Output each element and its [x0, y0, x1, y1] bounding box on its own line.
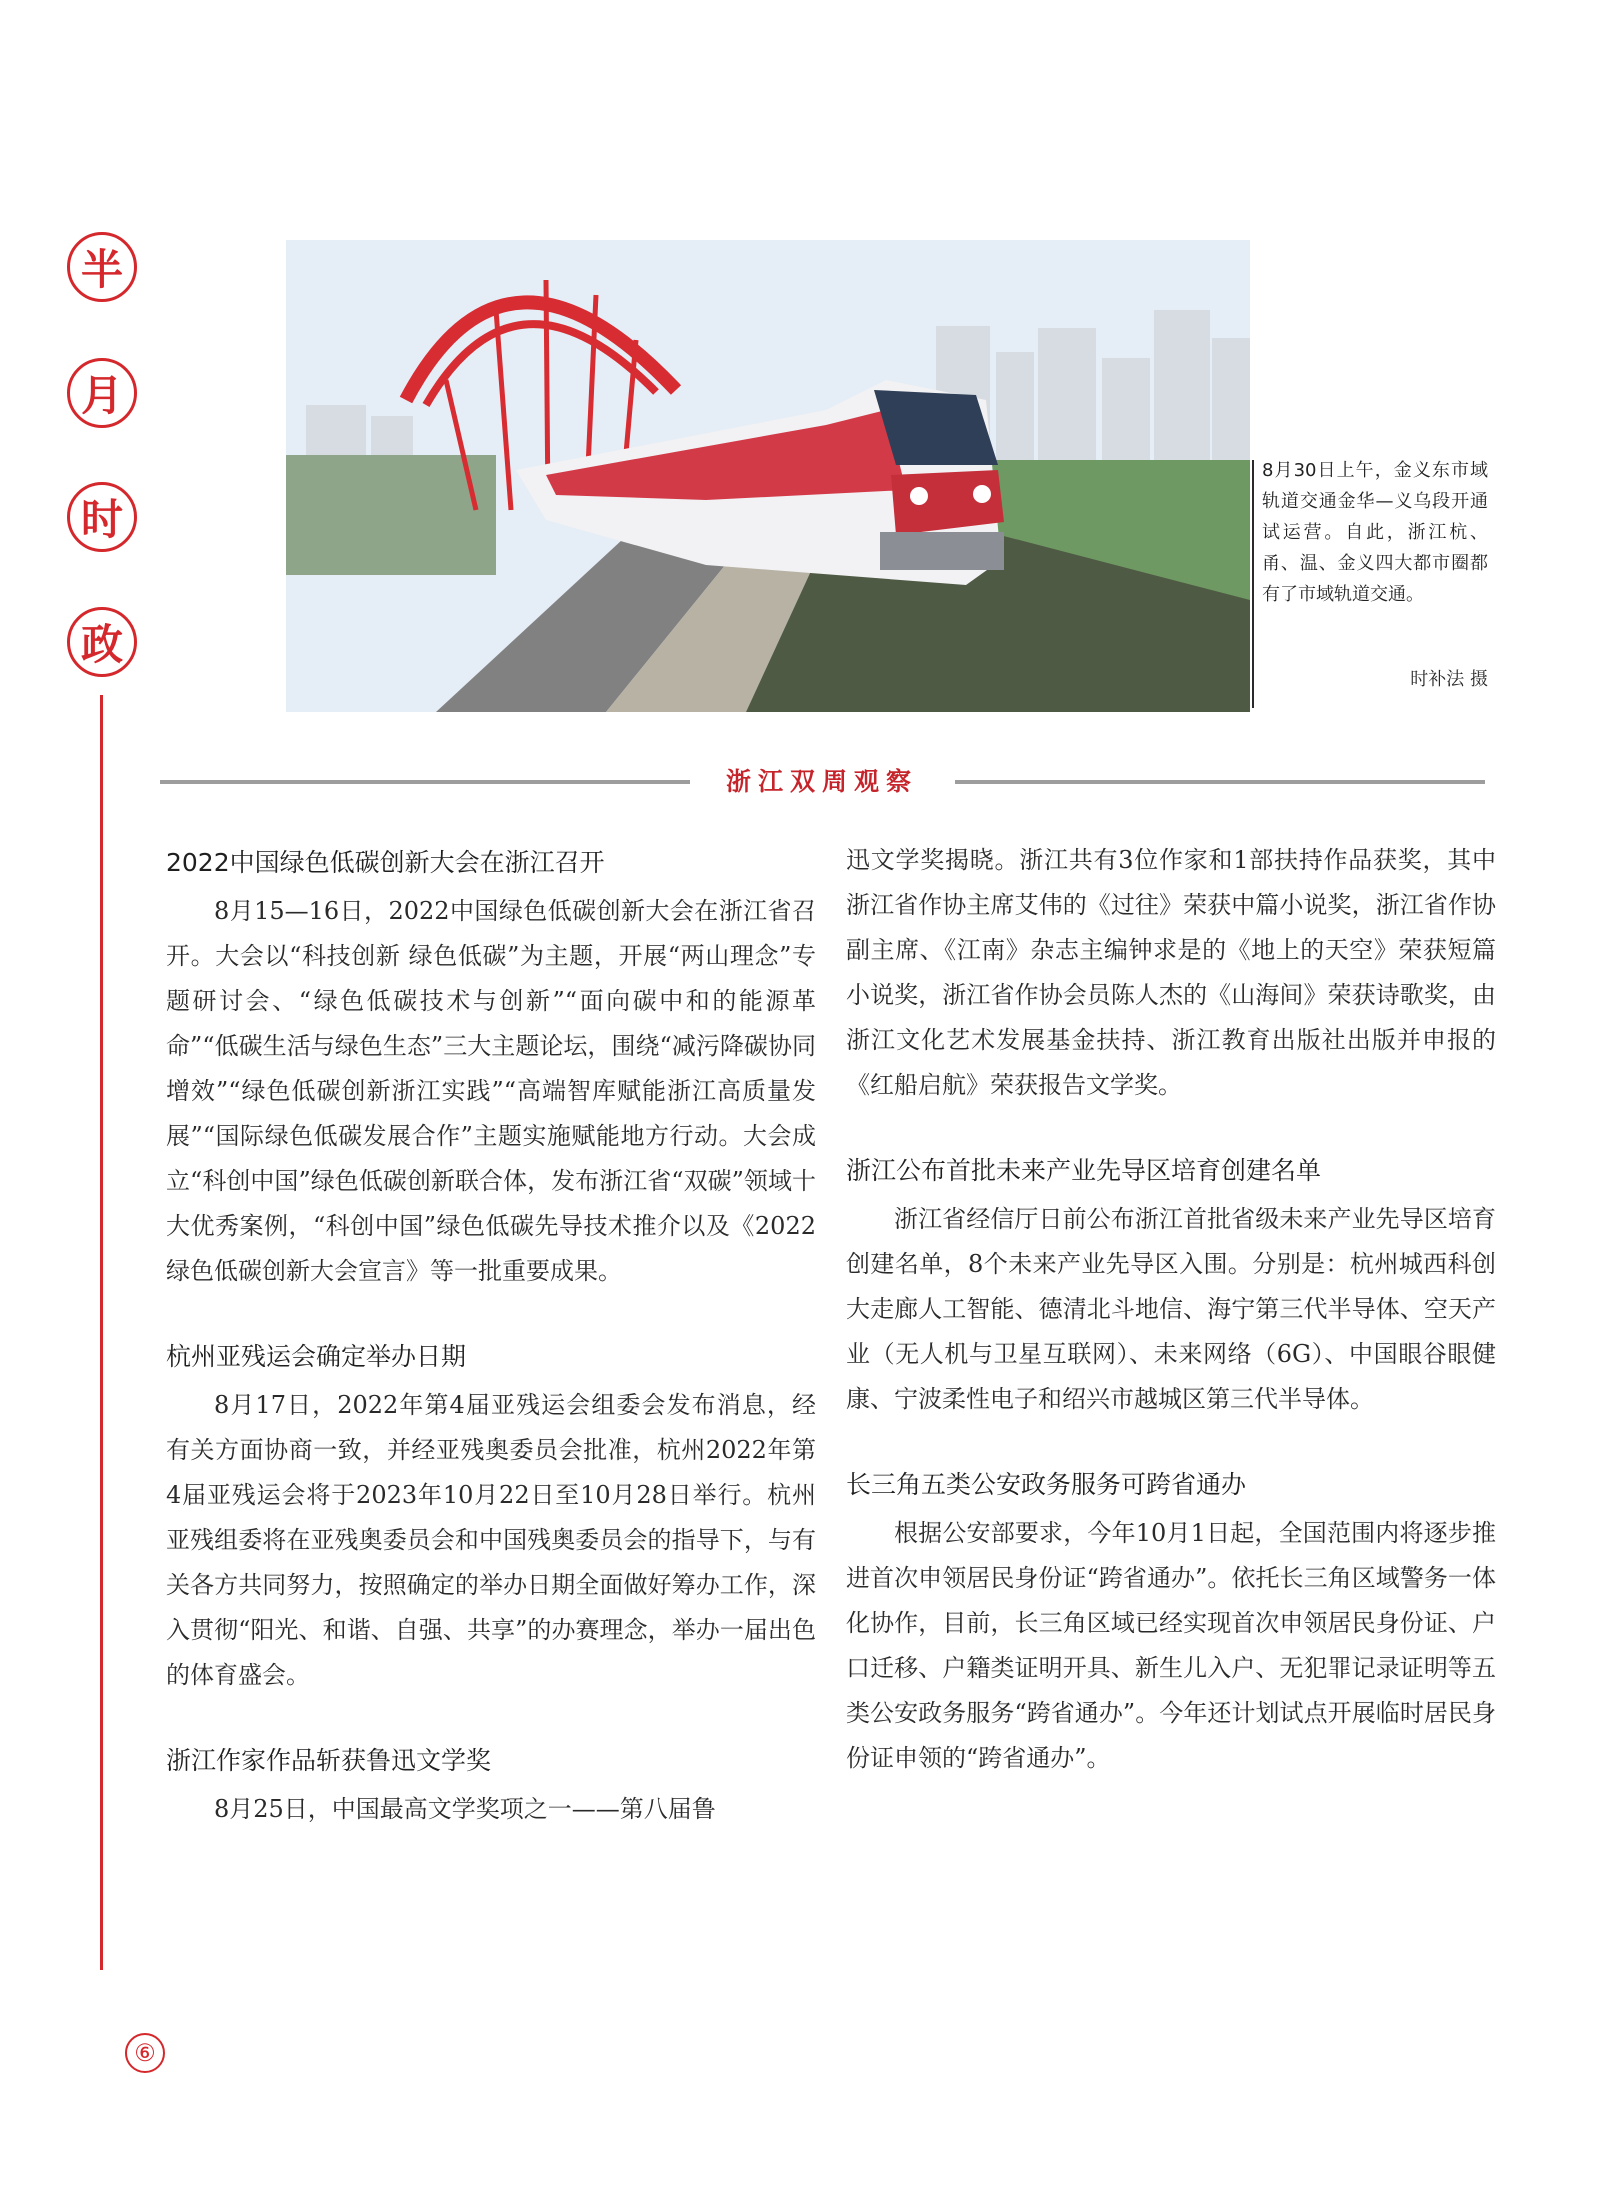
article-body: 8月17日，2022年第4届亚残运会组委会发布消息，经有关方面协商一致，并经亚残奥委员会批准，杭州2022年第4届亚残运会将于2023年10月22日至10月28日举行。杭州亚残组委将在亚残奥委员会和中国残奥委员会的指导下，与有关各方共同努力，按照确定的举办日期全面做好筹办工作，深入贯彻“阳光、和谐、自强、共享”的办赛理念，举办一届出色的体育盛会。	[166, 1391, 816, 1689]
article-body: 8月15—16日，2022中国绿色低碳创新大会在浙江省召开。大会以“科技创新 绿色低碳”为主题，开展“两山理念”专题研讨会、“绿色低碳技术与创新”“面向碳中和的能源革命”“低碳生活与绿色生态”三大主题论坛，围绕“减污降碳协同增效”“绿色低碳创新浙江实践”“高端智库赋能浙江高质量发展”“国际绿色低碳发展合作”主题实施赋能地方行动。大会成立“科创中国”绿色低碳创新联合体，发布浙江省“双碳”领域十大优秀案例，“科创中国”绿色低碳先导技术推介以及《2022绿色低碳创新大会宣言》等一批重要成果。	[166, 897, 816, 1285]
article-headline: 杭州亚残运会确定举办日期	[166, 1342, 467, 1371]
photo-caption: 8月30日上午，金义东市域轨道交通金华—义乌段开通试运营。自此，浙江杭、甬、温、金义四大都市圈都有了市域轨道交通。	[1262, 460, 1488, 605]
section-rule-left	[160, 780, 690, 784]
article-body-continuation: 迅文学奖揭晓。浙江共有3位作家和1部扶持作品获奖，其中浙江省作协主席艾伟的《过往》荣获中篇小说奖，浙江省作协副主席、《江南》杂志主编钟求是的《地上的天空》荣获短篇小说奖，浙江省作协会员陈人杰的《山海间》荣获诗歌奖，由浙江文化艺术发展基金扶持、浙江教育出版社出版并申报的《红船启航》荣获报告文学奖。	[846, 846, 1496, 1099]
article	[846, 1462, 1496, 1781]
article	[166, 840, 816, 1294]
right-column	[846, 840, 1496, 1821]
photo-credit: 时补法 摄	[1410, 669, 1488, 690]
section-title: 浙江双周观察	[702, 762, 942, 802]
sidebar-char-1: 半	[67, 232, 137, 302]
article	[166, 1738, 816, 1832]
article-headline: 长三角五类公安政务服务可跨省通办	[846, 1470, 1247, 1499]
page-number: ⑥	[125, 2033, 165, 2073]
sidebar-char-2: 月	[67, 358, 137, 428]
left-column	[166, 840, 816, 1872]
sidebar-char-4: 政	[67, 607, 137, 677]
metro-photo	[286, 240, 1250, 712]
article	[846, 838, 1496, 1108]
sidebar-rule	[100, 695, 103, 1970]
article-headline: 2022中国绿色低碳创新大会在浙江召开	[166, 848, 605, 877]
metro-train-illustration	[286, 240, 1250, 712]
article-body: 浙江省经信厅日前公布浙江首批省级未来产业先导区培育创建名单，8个未来产业先导区入围。分别是：杭州城西科创大走廊人工智能、德清北斗地信、海宁第三代半导体、空天产业（无人机与卫星互联网）、未来网络（6G）、中国眼谷眼健康、宁波柔性电子和绍兴市越城区第三代半导体。	[846, 1205, 1496, 1413]
article-body: 8月25日，中国最高文学奖项之一——第八届鲁	[214, 1795, 716, 1823]
article-headline: 浙江公布首批未来产业先导区培育创建名单	[846, 1156, 1322, 1185]
article	[166, 1334, 816, 1698]
article-headline: 浙江作家作品斩获鲁迅文学奖	[166, 1746, 492, 1775]
caption-divider	[1252, 460, 1254, 708]
section-rule-right	[955, 780, 1485, 784]
article	[846, 1148, 1496, 1422]
sidebar-char-3: 时	[67, 482, 137, 552]
article-body: 根据公安部要求，今年10月1日起，全国范围内将逐步推进首次申领居民身份证“跨省通办”。依托长三角区域警务一体化协作，目前，长三角区域已经实现首次申领居民身份证、户口迁移、户籍类证明开具、新生儿入户、无犯罪记录证明等五类公安政务服务“跨省通办”。今年还计划试点开展临时居民身份证申领的“跨省通办”。	[846, 1519, 1496, 1772]
